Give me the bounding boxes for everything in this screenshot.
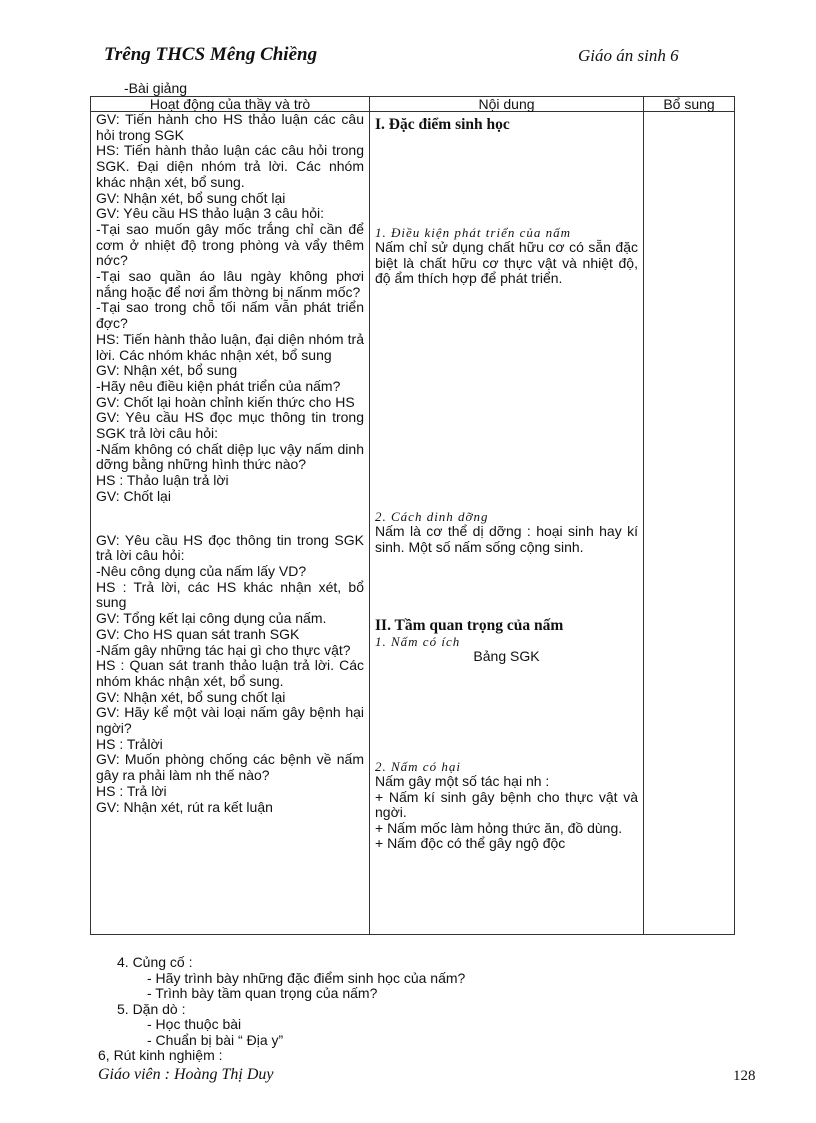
- activity-line: -Hãy nêu điều kiện phát triển của nấm?: [96, 377, 341, 394]
- activity-line: HS : Quan sát tranh thảo luận trả lời. Các nhóm khác nhận xét, bổ sung.: [96, 657, 364, 689]
- activity-line: HS : Trả lời, các HS khác nhận xét, bổ sung: [96, 578, 364, 611]
- table-header-row: [91, 97, 735, 112]
- header-content: Nội dung: [370, 97, 644, 112]
- activity-line: -Nêu công dụng của nấm lấy VD?: [96, 562, 307, 579]
- activity-line: HS : Trả lời: [96, 782, 167, 799]
- homework-item: - Chuẩn bị bài “ Địa y”: [147, 1031, 284, 1048]
- section-label: -Bài giảng: [124, 80, 188, 96]
- activities-gap: [96, 505, 364, 533]
- section1-title: I. Đặc điểm sinh học: [375, 116, 510, 133]
- consolidate-title: 4. Củng cố :: [117, 954, 193, 970]
- subsection-nutrition: [375, 509, 638, 555]
- harm-line: + Nấm độc có thể gây ngộ độc: [375, 835, 566, 851]
- activity-line: GV: Chốt lại hoàn chỉnh kiến thức cho HS: [96, 393, 355, 410]
- supplement-cell: [644, 112, 735, 935]
- sub1-text: Nấm chỉ sử dụng chất hữu cơ có sẵn đặc biệt là chất hữu cơ thực vật và nhiệt độ, độ ẩm thích hợp để phát triển.: [375, 239, 638, 286]
- activity-line: -Nấm không có chất diệp lục vậy nấm dinh dỡng bằng những hình thức nào?: [96, 440, 364, 473]
- table-body-row: [91, 112, 735, 935]
- subsection-harmful: [375, 759, 638, 852]
- sub2-title: 2. Cách dinh dỡng: [375, 509, 489, 524]
- activity-line: GV: Hãy kể một vài loại nấm gây bệnh hại ngời?: [96, 704, 364, 737]
- content-cell: [370, 112, 644, 935]
- activity-line: GV: Nhận xét, bổ sung: [96, 362, 238, 379]
- activities-part2: [96, 533, 364, 816]
- subsection-importance: [375, 617, 638, 665]
- harm-line: Nấm gây một số tác hại nh :: [375, 773, 550, 789]
- activity-line: GV: Yêu cầu HS đọc thông tin trong SGK trả lời câu hỏi:: [96, 531, 364, 564]
- activity-line: HS : Thảo luận trả lời: [96, 472, 229, 489]
- activity-line: GV: Chốt lại: [96, 487, 171, 504]
- teacher-name: Giáo viên : Hoàng Thị Duy: [98, 1066, 274, 1083]
- activity-line: GV: Yêu cầu HS thảo luận 3 câu hỏi:: [96, 205, 325, 222]
- harm-line: + Nấm kí sinh gây bệnh cho thực vật và ngời.: [375, 788, 638, 820]
- homework-title: 5. Dặn dò :: [117, 1000, 186, 1017]
- consolidate-item: - Hãy trình bày những đặc điểm sinh học của nấm?: [147, 969, 466, 986]
- subject-title: Giáo án sinh 6: [578, 46, 679, 65]
- activity-line: GV: Nhận xét, bổ sung chốt lại: [96, 189, 286, 206]
- lesson-table: [90, 96, 735, 935]
- activity-line: GV: Tổng kết lại công dụng của nấm.: [96, 610, 327, 627]
- school-name: Trêng THCS Mêng Chiềng: [104, 44, 318, 65]
- homework-item: - Học thuộc bài: [147, 1016, 242, 1032]
- activity-line: HS: Tiến hành thảo luận, đại diện nhóm trả lời. Các nhóm khác nhận xét, bổ sung: [96, 330, 364, 363]
- activity-line: -Tại sao quần áo lâu ngày không phơi nắng hoặc để nơi ẩm thờng bị nấnm mốc?: [96, 268, 364, 300]
- sub1-title: 1. Điều kiện phát triển của nấm: [375, 225, 571, 240]
- harm-line: + Nấm mốc làm hỏng thức ăn, đồ dùng.: [375, 819, 623, 836]
- activity-line: GV: Nhận xét, rút ra kết luận: [96, 798, 273, 815]
- subsection-growth-conditions: [375, 225, 638, 287]
- activity-line: -Nấm gây những tác hại gì cho thực vật?: [96, 641, 351, 658]
- activity-line: -Tại sao muốn gây mốc trắng chỉ cần để cơm ở nhiệt độ trong phòng và vẩy thêm nớc?: [96, 220, 364, 269]
- experience-title: 6, Rút kinh nghiệm :: [98, 1047, 223, 1063]
- activity-line: GV: Tiến hành cho HS thảo luận các câu hỏi trong SGK: [96, 111, 364, 143]
- sub4-title: 2. Nấm có hại: [375, 759, 461, 774]
- activity-line: HS : Trảlời: [96, 735, 163, 752]
- sub3-title: 1. Nấm có ích: [375, 634, 461, 649]
- activity-line: GV: Yêu cầu HS đọc mục thông tin trong SGK trả lời câu hỏi:: [96, 409, 364, 442]
- consolidate-item: - Trình bày tầm quan trọng của nấm?: [147, 985, 378, 1001]
- sub4-lines: [375, 774, 638, 852]
- activity-line: GV: Cho HS quan sát tranh SGK: [96, 625, 300, 642]
- sub2-text: Nấm là cơ thể dị dỡng : hoại sinh hay kí sinh. Một số nấm sống cộng sinh.: [375, 523, 638, 555]
- page-number: 128: [733, 1068, 756, 1084]
- activity-line: GV: Nhận xét, bổ sung chốt lại: [96, 688, 286, 705]
- activity-line: GV: Muốn phòng chống các bệnh về nấm gây ra phải làm nh thế nào?: [96, 751, 364, 784]
- section2-title: II. Tầm quan trọng của nấm: [375, 617, 564, 634]
- header-supplement: Bổ sung: [644, 97, 735, 112]
- sub3-text: Bảng SGK: [473, 648, 540, 664]
- activity-line: -Tại sao trong chỗ tối nấm vẫn phát triển đợc?: [96, 299, 364, 332]
- activity-line: HS: Tiến hành thảo luận các câu hỏi trong SGK. Đại diện nhóm trả lời. Các nhóm khác nhận xét, bổ sung.: [96, 142, 364, 190]
- activities-cell: [91, 112, 370, 935]
- header-activities: Hoạt động của thầy và trò: [91, 97, 370, 112]
- lesson-footer: [98, 954, 466, 1064]
- activities-part1: [96, 112, 364, 505]
